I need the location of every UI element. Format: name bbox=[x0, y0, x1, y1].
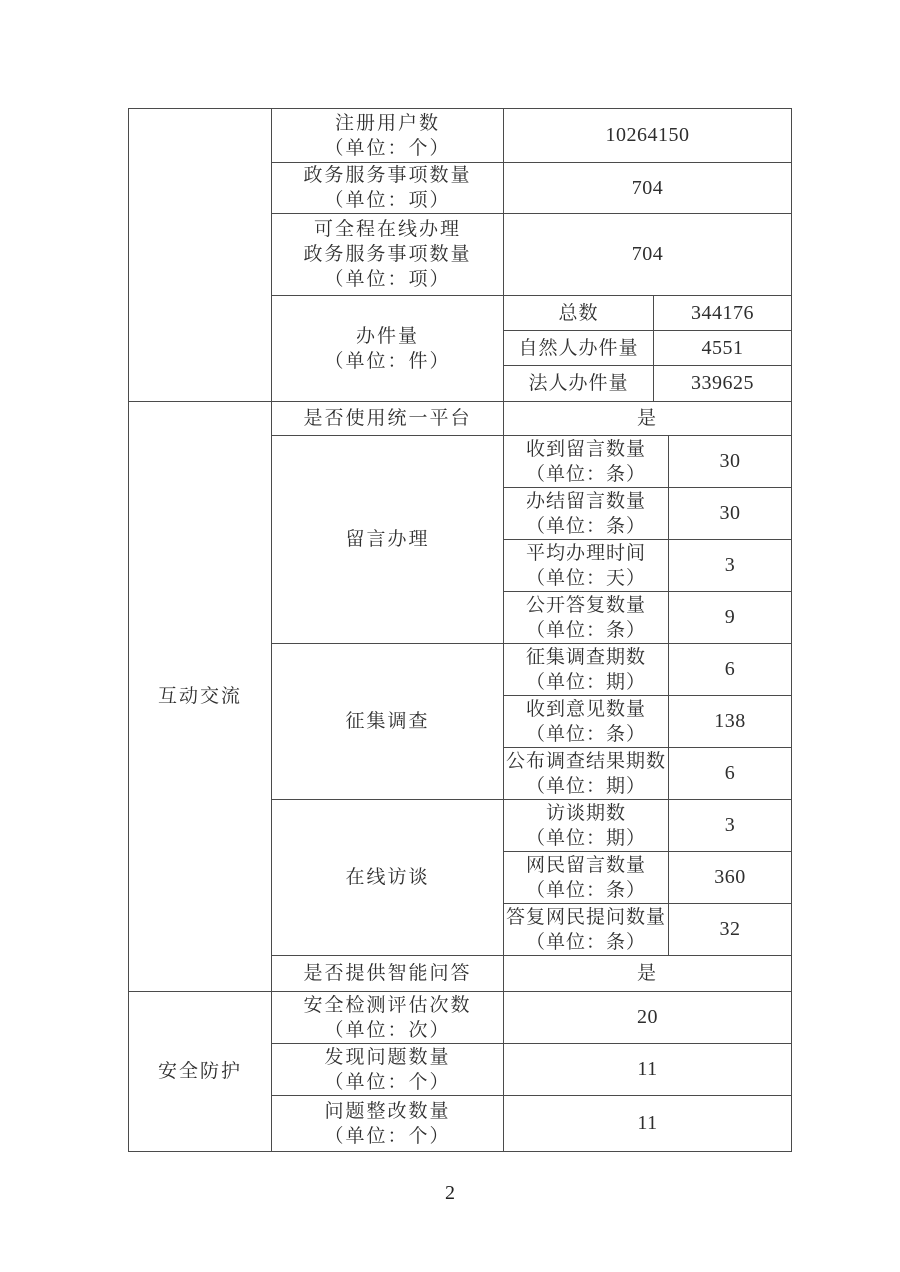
subitem-cell: 自然人办件量 bbox=[504, 331, 654, 366]
subitem-label: 办结留言数量 bbox=[525, 490, 646, 512]
category-cell bbox=[129, 109, 272, 402]
group-label-cell bbox=[272, 296, 504, 402]
subitem-unit: （单位：条） bbox=[525, 515, 646, 537]
subitem-cell bbox=[504, 748, 669, 800]
value-cell: 9 bbox=[669, 592, 792, 644]
subitem-cell bbox=[504, 436, 669, 488]
group-label: 办件量 bbox=[355, 325, 419, 347]
item-cell bbox=[272, 109, 504, 163]
value-cell: 10264150 bbox=[504, 109, 792, 163]
value-cell: 6 bbox=[669, 644, 792, 696]
subitem-cell bbox=[504, 696, 669, 748]
subitem-label: 公布调查结果期数 bbox=[505, 750, 666, 772]
item-cell bbox=[272, 214, 504, 296]
item-label: 可全程在线办理 bbox=[313, 219, 461, 240]
group-label-cell: 留言办理 bbox=[272, 436, 504, 644]
item-unit: （单位：项） bbox=[324, 190, 451, 211]
subitem-label: 公开答复数量 bbox=[525, 594, 646, 616]
subitem-cell bbox=[504, 904, 669, 956]
subitem-cell bbox=[504, 852, 669, 904]
value-cell: 是 bbox=[504, 402, 792, 436]
value-cell: 704 bbox=[504, 163, 792, 214]
item-unit: （单位：项） bbox=[324, 269, 451, 290]
value-cell: 32 bbox=[669, 904, 792, 956]
group-label-cell: 在线访谈 bbox=[272, 800, 504, 956]
item-cell: 是否使用统一平台 bbox=[272, 402, 504, 436]
subitem-unit: （单位：条） bbox=[525, 463, 646, 485]
subitem-cell: 总数 bbox=[504, 296, 654, 331]
subitem-unit: （单位：期） bbox=[525, 827, 646, 849]
item-label: 注册用户数 bbox=[334, 112, 440, 134]
subitem-label: 平均办理时间 bbox=[525, 542, 646, 564]
item-unit: （单位：个） bbox=[324, 137, 451, 159]
value-cell: 339625 bbox=[654, 366, 792, 402]
subitem-cell bbox=[504, 540, 669, 592]
value-cell: 3 bbox=[669, 540, 792, 592]
item-label: 政务服务事项数量 bbox=[303, 165, 472, 186]
subitem-label: 访谈期数 bbox=[545, 802, 626, 824]
value-cell: 344176 bbox=[654, 296, 792, 331]
value-cell: 4551 bbox=[654, 331, 792, 366]
subitem-cell bbox=[504, 800, 669, 852]
value-cell: 30 bbox=[669, 488, 792, 540]
subitem-cell bbox=[504, 644, 669, 696]
table-row bbox=[129, 992, 792, 1044]
subitem-unit: （单位：期） bbox=[525, 775, 646, 797]
category-cell: 互动交流 bbox=[129, 402, 272, 992]
item-label: 安全检测评估次数 bbox=[303, 994, 472, 1016]
item-label: 发现问题数量 bbox=[324, 1046, 451, 1068]
table-row bbox=[129, 109, 792, 163]
value-cell: 704 bbox=[504, 214, 792, 296]
value-cell: 11 bbox=[504, 1096, 792, 1152]
group-label-cell: 征集调查 bbox=[272, 644, 504, 800]
subitem-label: 收到意见数量 bbox=[525, 698, 646, 720]
value-cell: 360 bbox=[669, 852, 792, 904]
item-cell bbox=[272, 1096, 504, 1152]
item-label-2: 政务服务事项数量 bbox=[303, 244, 472, 265]
value-cell: 138 bbox=[669, 696, 792, 748]
item-cell bbox=[272, 163, 504, 214]
subitem-label: 征集调查期数 bbox=[525, 646, 646, 668]
subitem-cell: 法人办件量 bbox=[504, 366, 654, 402]
subitem-unit: （单位：天） bbox=[525, 567, 646, 589]
page-number: 2 bbox=[445, 1182, 455, 1204]
item-cell: 是否提供智能问答 bbox=[272, 956, 504, 992]
item-cell bbox=[272, 992, 504, 1044]
subitem-label: 收到留言数量 bbox=[525, 438, 646, 460]
subitem-label: 答复网民提问数量 bbox=[505, 906, 666, 928]
item-cell bbox=[272, 1044, 504, 1096]
subitem-label: 网民留言数量 bbox=[525, 854, 646, 876]
subitem-unit: （单位：期） bbox=[525, 671, 646, 693]
value-cell: 3 bbox=[669, 800, 792, 852]
value-cell: 6 bbox=[669, 748, 792, 800]
subitem-unit: （单位：条） bbox=[525, 879, 646, 901]
value-cell: 是 bbox=[504, 956, 792, 992]
item-unit: （单位：个） bbox=[324, 1125, 451, 1147]
subitem-unit: （单位：条） bbox=[525, 723, 646, 745]
value-cell: 30 bbox=[669, 436, 792, 488]
item-label: 问题整改数量 bbox=[324, 1100, 451, 1122]
subitem-unit: （单位：条） bbox=[525, 931, 646, 953]
category-cell: 安全防护 bbox=[129, 992, 272, 1152]
table-row bbox=[129, 402, 792, 436]
subitem-cell bbox=[504, 488, 669, 540]
subitem-cell bbox=[504, 592, 669, 644]
item-unit: （单位：个） bbox=[324, 1071, 451, 1093]
annual-report-table bbox=[128, 108, 792, 1152]
group-unit: （单位：件） bbox=[324, 350, 451, 372]
subitem-unit: （单位：条） bbox=[525, 619, 646, 641]
value-cell: 20 bbox=[504, 992, 792, 1044]
value-cell: 11 bbox=[504, 1044, 792, 1096]
item-unit: （单位：次） bbox=[324, 1019, 451, 1041]
